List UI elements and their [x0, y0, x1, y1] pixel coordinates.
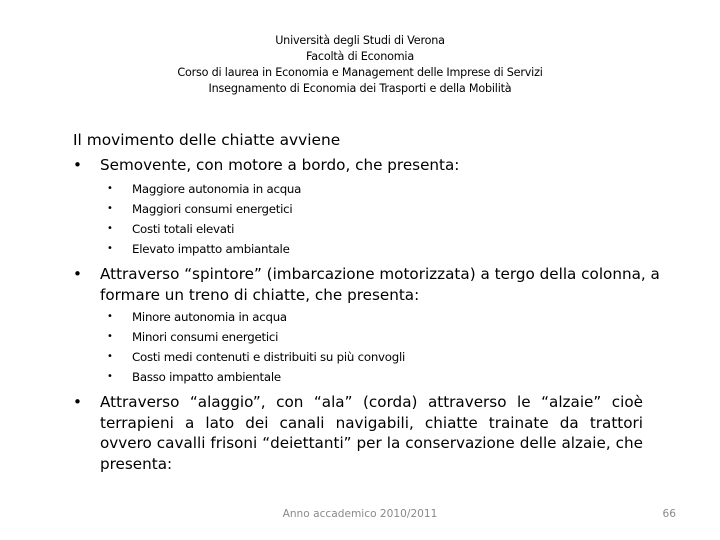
bullet-marker: •	[73, 393, 82, 411]
sub-bullet-marker: •	[107, 183, 113, 194]
sub-list-item: • Elevato impatto ambiantale	[107, 239, 301, 259]
sub-bullet-marker: •	[107, 351, 113, 362]
bullet-item-1	[73, 155, 643, 176]
footer-academic-year: Anno accademico 2010/2011	[282, 508, 438, 520]
slide-header	[0, 33, 720, 97]
sub-list-2	[107, 307, 405, 387]
slide-heading: Il movimento delle chiatte avviene	[73, 131, 341, 149]
header-subject: Insegnamento di Economia dei Trasporti e della Mobilità	[208, 82, 512, 95]
sub-list-item: • Costi medi contenuti e distribuiti su più convogli	[107, 347, 405, 367]
sub-list-item: • Minori consumi energetici	[107, 327, 405, 347]
bullet-item-3	[73, 392, 643, 474]
sub-bullet-marker: •	[107, 243, 113, 254]
sub-list-item: • Maggiori consumi energetici	[107, 199, 301, 219]
sub-bullet-marker: •	[107, 223, 113, 234]
header-university: Università degli Studi di Verona	[275, 34, 445, 47]
sub-list-item: • Basso impatto ambientale	[107, 367, 405, 387]
sub-bullet-marker: •	[107, 371, 113, 382]
header-course: Corso di laurea in Economia e Management delle Imprese di Servizi	[177, 66, 543, 79]
bullet-marker: •	[73, 156, 82, 174]
bullet-item-1-text: Semovente, con motore a bordo, che presenta:	[100, 156, 460, 174]
sub-bullet-marker: •	[107, 311, 113, 322]
page-number: 66	[662, 508, 676, 520]
bullet-item-2	[73, 264, 660, 305]
sub-list-1	[107, 179, 301, 259]
bullet-marker: •	[73, 265, 82, 283]
sub-list-item: • Costi totali elevati	[107, 219, 301, 239]
sub-bullet-marker: •	[107, 203, 113, 214]
sub-list-item: • Minore autonomia in acqua	[107, 307, 405, 327]
bullet-item-2-text: Attraverso “spintore” (imbarcazione motorizzata) a tergo della colonna, a formare un treno di chiatte, che presenta:	[100, 265, 660, 304]
sub-list-item: • Maggiore autonomia in acqua	[107, 179, 301, 199]
sub-bullet-marker: •	[107, 331, 113, 342]
bullet-item-3-text: Attraverso “alaggio”, con “ala” (corda) attraverso le “alzaie” cioè terrapieni a lato dei canali navigabili, chiatte trainate da trattori ovvero cavalli frisoni “deiettanti” per la conservazione delle alzaie, che presenta:	[100, 393, 643, 473]
header-faculty: Facoltà di Economia	[306, 50, 414, 63]
